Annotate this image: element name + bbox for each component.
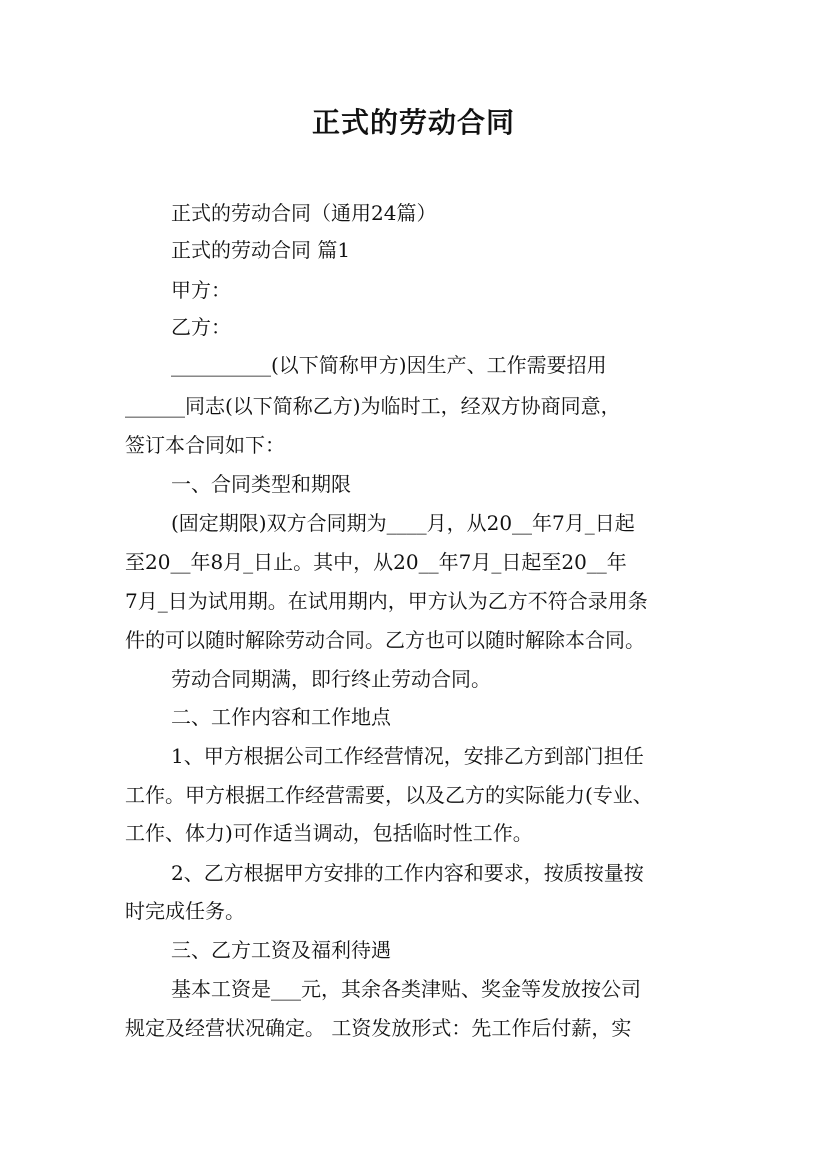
paragraph-line: 工作、体力)可作适当调动，包括临时性工作。	[125, 821, 533, 845]
paragraph-line: (固定期限)双方合同期为____月，从20__年7月_日起	[171, 511, 635, 535]
paragraph-line: 7月_日为试用期。在试用期内，甲方认为乙方不符合录用条	[125, 589, 648, 613]
paragraph-line: ______同志(以下简称乙方)为临时工，经双方协商同意，	[125, 394, 621, 418]
party-a-label: 甲方：	[171, 278, 231, 302]
paragraph-line: 至20__年8月_日止。其中，从20__年7月_日起至20__年	[125, 550, 627, 574]
clause-heading: 一、合同类型和期限	[171, 472, 351, 496]
paragraph-line: 基本工资是___元，其余各类津贴、奖金等发放按公司	[171, 977, 641, 1001]
clause-heading: 二、工作内容和工作地点	[171, 705, 391, 729]
paragraph-line: 工作。甲方根据工作经营需要，以及乙方的实际能力(专业、	[125, 783, 653, 807]
paragraph-line: 劳动合同期满，即行终止劳动合同。	[171, 667, 491, 691]
paragraph-line: 时完成任务。	[125, 899, 245, 923]
clause-heading: 三、乙方工资及福利待遇	[171, 938, 391, 962]
paragraph-line: 1、甲方根据公司工作经营情况，安排乙方到部门担任	[171, 744, 644, 768]
paragraph-line: __________(以下简称甲方)因生产、工作需要招用	[171, 353, 607, 377]
paragraph-line: 件的可以随时解除劳动合同。乙方也可以随时解除本合同。	[125, 628, 645, 652]
paragraph-line: 签订本合同如下：	[125, 433, 285, 457]
document-subtitle: 正式的劳动合同（通用24篇）	[171, 201, 437, 225]
paragraph-line: 2、乙方根据甲方安排的工作内容和要求，按质按量按	[171, 861, 644, 885]
party-b-label: 乙方：	[171, 315, 231, 339]
document-title: 正式的劳动合同	[311, 106, 515, 139]
paragraph-line: 规定及经营状况确定。 工资发放形式：先工作后付薪，实	[125, 1016, 632, 1040]
section-heading: 正式的劳动合同 篇1	[171, 238, 351, 262]
